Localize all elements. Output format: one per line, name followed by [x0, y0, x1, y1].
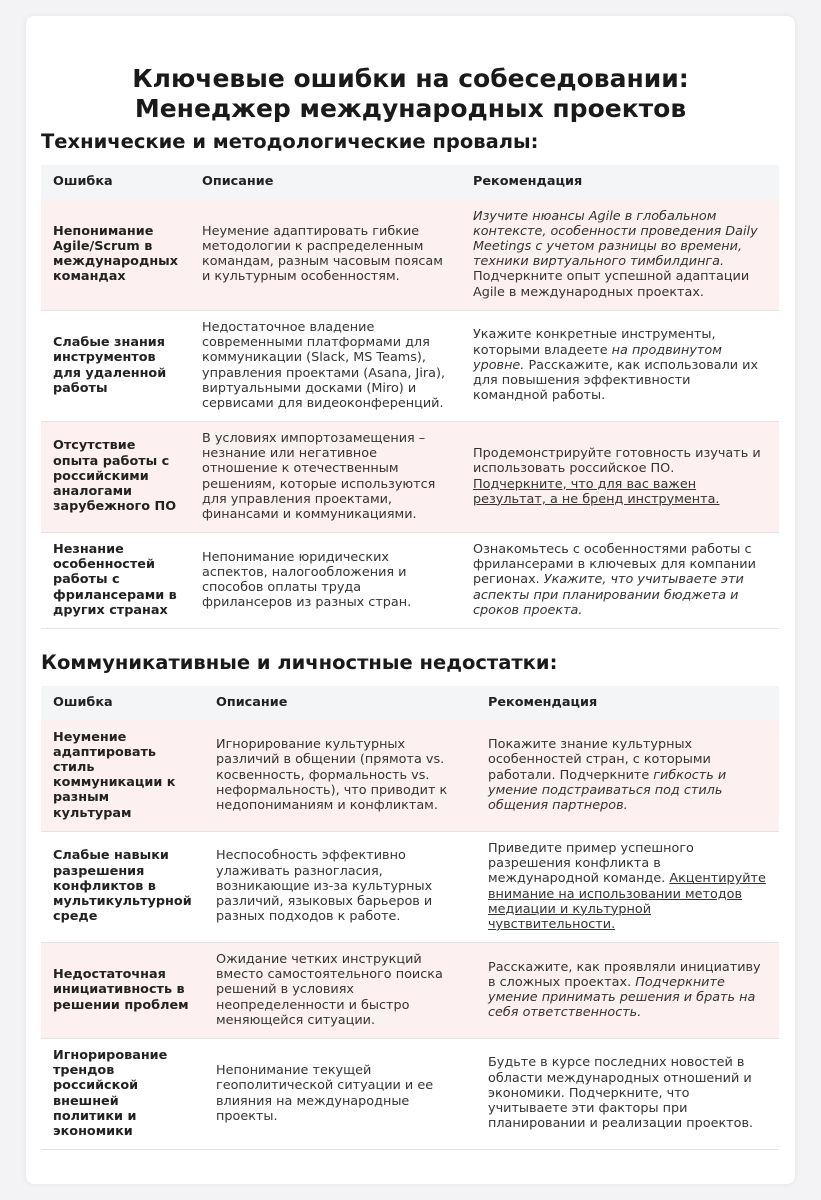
section-heading-communication: Коммуникативные и личностные недостатки: [41, 651, 558, 674]
recommendation-text-2: Расскажите, как использовали их для повышения эффективности командной работы. [473, 357, 759, 404]
table-row [41, 720, 779, 831]
table-row [41, 1038, 779, 1149]
table-header-row [41, 165, 779, 199]
recommendation-italic: гибкость и умение подстраиваться под стиль общения партнеров. [488, 767, 727, 814]
table-row [41, 199, 779, 310]
recommendation-cell [461, 421, 779, 532]
recommendation-italic: Подчеркните умение принимать решения и брать на себя ответственность. [488, 974, 756, 1021]
table-row [41, 421, 779, 532]
error-cell: Слабые навыки разрешения конфликтов в мультикультурной среде [41, 831, 204, 942]
error-cell: Слабые знания инструментов для удаленной работы [41, 310, 190, 421]
description-cell: Игнорирование культурных различий в общении (прямота vs. косвенность, формальность vs. неформальность), что приводит к недопониманиям и конфликтам. [204, 720, 476, 831]
error-cell: Незнание особенностей работы с фрилансерами в других странах [41, 532, 190, 628]
description-cell: Неумение адаптировать гибкие методологии к распределенным командам, разным часовым поясам и культурным особенностям. [190, 199, 461, 310]
recommendation-cell [461, 532, 779, 628]
recommendation-text: Расскажите, как проявляли инициативу в сложных проектах. [488, 959, 761, 990]
error-cell: Непонимание Agile/Scrum в международных командах [41, 199, 190, 310]
recommendation-cell [476, 720, 779, 831]
recommendation-text: Подчеркните опыт успешной адаптации Agile в международных проектах. [473, 269, 750, 300]
recommendation-cell [476, 942, 779, 1038]
title-line-2: Менеджер международных проектов [134, 94, 687, 123]
page-title [26, 64, 795, 124]
communication-errors-table [41, 686, 779, 1150]
column-header-recommendation: Рекомендация [461, 165, 779, 199]
description-cell: Неспособность эффективно улаживать разногласия, возникающие из-за культурных различий, языковых барьеров и разных подходов к работе. [204, 831, 476, 942]
column-header-error: Ошибка [41, 686, 204, 720]
recommendation-text: Продемонстрируйте готовность изучать и использовать российское ПО. [473, 446, 761, 477]
description-cell: Непонимание текущей геополитической ситуации и ее влияния на международные проекты. [204, 1038, 476, 1149]
recommendation-italic: Изучите нюансы Agile в глобальном контексте, особенности проведения Daily Meetings с учетом разницы во времени, техники виртуального тимбилдинга. [473, 208, 758, 270]
recommendation-italic: Укажите, что учитываете эти аспекты при планировании бюджета и сроков проекта. [473, 572, 744, 618]
table-row [41, 310, 779, 421]
recommendation-cell [476, 831, 779, 942]
column-header-description: Описание [190, 165, 461, 199]
error-cell: Отсутствие опыта работы с российскими аналогами зарубежного ПО [41, 421, 190, 532]
table-row [41, 532, 779, 628]
recommendation-underlined: Подчеркните, что для вас важен результат, а не бренд инструмента. [473, 476, 720, 507]
error-cell: Игнорирование трендов российской внешней политики и экономики [41, 1038, 204, 1149]
document-card [26, 16, 795, 1184]
recommendation-italic: на продвинутом уровне. [473, 342, 722, 373]
recommendation-text: Приведите пример успешного разрешения конфликта в международной команде. [488, 840, 694, 887]
recommendation-cell [461, 310, 779, 421]
column-header-error: Ошибка [41, 165, 190, 199]
recommendation-cell [461, 199, 779, 310]
section-heading-technical: Технические и методологические провалы: [41, 130, 539, 153]
title-line-1: Ключевые ошибки на собеседовании: [132, 64, 689, 93]
recommendation-text: Ознакомьтесь с особенностями работы с фрилансерами в ключевых для компании регионах. [473, 541, 756, 588]
description-cell: В условиях импортозамещения – незнание или негативное отношение к отечественным решениям, которые используются для управления проектами, финансами и коммуникациями. [190, 421, 461, 532]
table-row [41, 942, 779, 1038]
error-cell: Недостаточная инициативность в решении проблем [41, 942, 204, 1038]
description-cell: Непонимание юридических аспектов, налогообложения и способов оплаты труда фрилансеров из разных стран. [190, 532, 461, 628]
column-header-recommendation: Рекомендация [476, 686, 779, 720]
recommendation-cell: Будьте в курсе последних новостей в области международных отношений и экономики. Подчеркните, что учитываете эти факторы при планировании и реализации проектов. [476, 1038, 779, 1149]
column-header-description: Описание [204, 686, 476, 720]
description-cell: Недостаточное владение современными платформами для коммуникации (Slack, MS Teams), управления проектами (Asana, Jira), виртуальными досками (Miro) и сервисами для видеоконференций. [190, 310, 461, 421]
table-row [41, 831, 779, 942]
recommendation-text: Покажите знание культурных особенностей стран, с которыми работали. Подчеркните [488, 737, 711, 783]
error-cell: Неумение адаптировать стиль коммуникации к разным культурам [41, 720, 204, 831]
table-header-row [41, 686, 779, 720]
recommendation-text: Укажите конкретные инструменты, которыми владеете [473, 327, 716, 358]
description-cell: Ожидание четких инструкций вместо самостоятельного поиска решений в условиях неопределенности и быстро меняющейся ситуации. [204, 942, 476, 1038]
recommendation-underlined: Акцентируйте внимание на использовании методов медиации и культурной чувствительности. [488, 871, 766, 932]
technical-errors-table [41, 165, 779, 629]
